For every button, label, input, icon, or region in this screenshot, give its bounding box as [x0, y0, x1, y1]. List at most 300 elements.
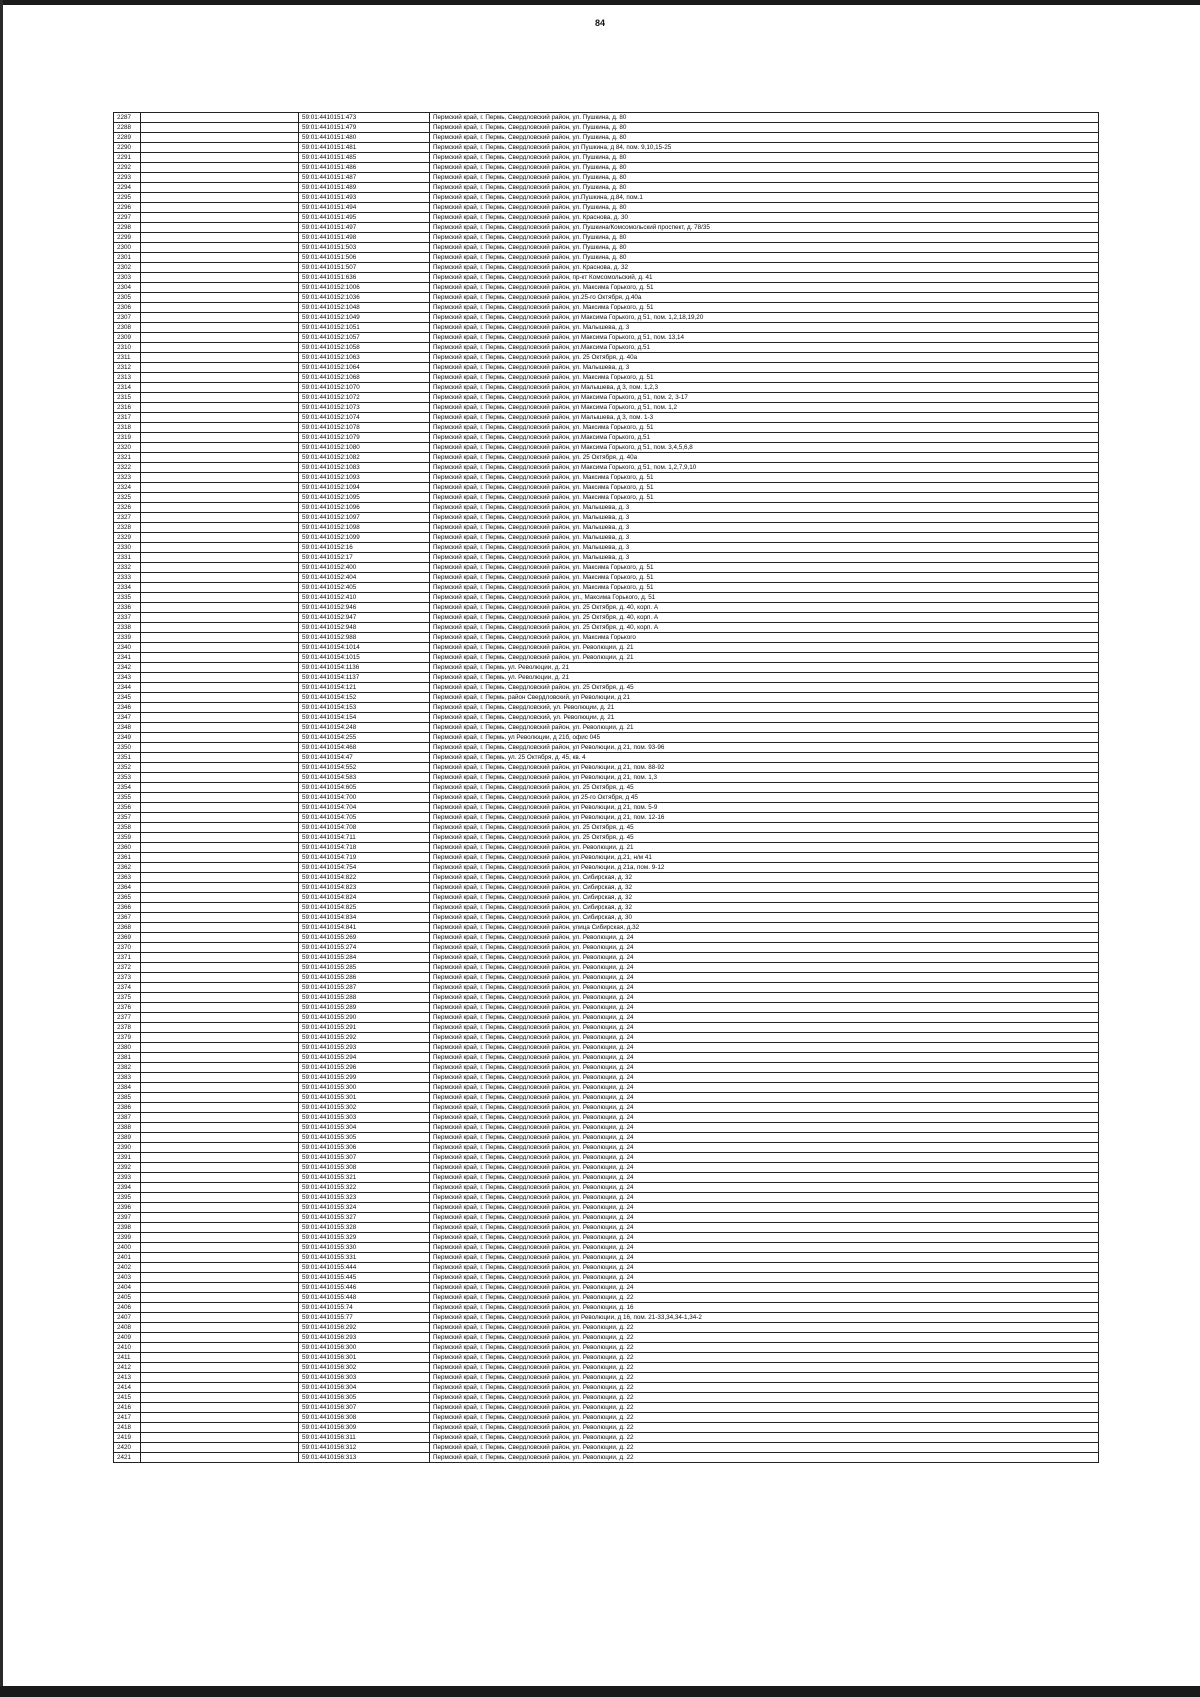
row-number-cell: 2346	[114, 703, 141, 713]
table-row	[114, 1273, 1099, 1283]
table-row	[114, 713, 1099, 723]
table-row	[114, 833, 1099, 843]
empty-cell	[141, 473, 299, 483]
row-number-cell: 2327	[114, 513, 141, 523]
cadastral-number-cell: 59:01:4410155:331	[299, 1253, 430, 1263]
cadastral-number-cell: 59:01:4410152:1080	[299, 443, 430, 453]
table-row	[114, 163, 1099, 173]
row-number-cell: 2363	[114, 873, 141, 883]
address-cell: Пермский край, г. Пермь, Свердловский район, ул. Максима Горького, д. 51	[430, 373, 1099, 383]
row-number-cell: 2393	[114, 1173, 141, 1183]
row-number-cell: 2321	[114, 453, 141, 463]
cadastral-number-cell: 59:01:4410154:153	[299, 703, 430, 713]
empty-cell	[141, 333, 299, 343]
cadastral-number-cell: 59:01:4410152:1064	[299, 363, 430, 373]
row-number-cell: 2294	[114, 183, 141, 193]
table-row	[114, 1163, 1099, 1173]
table-row	[114, 193, 1099, 203]
table-row	[114, 903, 1099, 913]
empty-cell	[141, 1263, 299, 1273]
row-number-cell: 2412	[114, 1363, 141, 1373]
address-cell: Пермский край, г. Пермь, Свердловский район, ул. Пушкина, д. 80	[430, 183, 1099, 193]
cadastral-number-cell: 59:01:4410155:323	[299, 1193, 430, 1203]
table-row	[114, 953, 1099, 963]
empty-cell	[141, 513, 299, 523]
cadastral-number-cell: 59:01:4410155:288	[299, 993, 430, 1003]
table-row	[114, 943, 1099, 953]
cadastral-number-cell: 59:01:4410151:473	[299, 113, 430, 123]
address-cell: Пермский край, г. Пермь, Свердловский район, ул. Революции, д. 22	[430, 1373, 1099, 1383]
address-cell: Пермский край, г. Пермь, Свердловский район, улица Сибирская, д.32	[430, 923, 1099, 933]
address-cell: Пермский край, г. Пермь, Свердловский район, ул. Революции, д. 24	[430, 1173, 1099, 1183]
cadastral-number-cell: 59:01:4410151:507	[299, 263, 430, 273]
table-row	[114, 353, 1099, 363]
cadastral-number-cell: 59:01:4410151:493	[299, 193, 430, 203]
row-number-cell: 2408	[114, 1323, 141, 1333]
address-cell: Пермский край, г. Пермь, Свердловский район, ул. Революции, д. 22	[430, 1323, 1099, 1333]
cadastral-number-cell: 59:01:4410151:479	[299, 123, 430, 133]
table-row	[114, 1383, 1099, 1393]
address-cell: Пермский край, г. Пермь, Свердловский район, ул. Революции, д. 24	[430, 1183, 1099, 1193]
address-cell: Пермский край, г. Пермь, Свердловский район, ул., Максима Горького, д. 51	[430, 593, 1099, 603]
address-cell: Пермский край, г. Пермь, Свердловский район, ул.25-го Октября, д.40а	[430, 293, 1099, 303]
address-cell: Пермский край, г. Пермь, ул. Революции, д. 21	[430, 673, 1099, 683]
empty-cell	[141, 1083, 299, 1093]
cadastral-number-cell: 59:01:4410152:1070	[299, 383, 430, 393]
row-number-cell: 2344	[114, 683, 141, 693]
empty-cell	[141, 133, 299, 143]
row-number-cell: 2372	[114, 963, 141, 973]
empty-cell	[141, 1063, 299, 1073]
address-cell: Пермский край, г. Пермь, Свердловский район, ул. Революции, д. 24	[430, 1063, 1099, 1073]
cadastral-number-cell: 59:01:4410151:636	[299, 273, 430, 283]
row-number-cell: 2292	[114, 163, 141, 173]
address-cell: Пермский край, г. Пермь, Свердловский район, ул 25-го Октября, д 45	[430, 793, 1099, 803]
address-cell: Пермский край, г. Пермь, Свердловский район, ул. Революции, д. 22	[430, 1363, 1099, 1373]
row-number-cell: 2355	[114, 793, 141, 803]
address-cell: Пермский край, г. Пермь, Свердловский район, ул. 25 Октября, д. 45	[430, 823, 1099, 833]
table-row	[114, 783, 1099, 793]
empty-cell	[141, 1363, 299, 1373]
cadastral-number-cell: 59:01:4410155:300	[299, 1083, 430, 1093]
address-cell: Пермский край, г. Пермь, Свердловский район, ул. Революции, д. 24	[430, 1253, 1099, 1263]
row-number-cell: 2312	[114, 363, 141, 373]
empty-cell	[141, 643, 299, 653]
row-number-cell: 2390	[114, 1143, 141, 1153]
address-cell: Пермский край, г. Пермь, Свердловский район, ул Максима Горького, д 51, пом. 13,14	[430, 333, 1099, 343]
row-number-cell: 2333	[114, 573, 141, 583]
empty-cell	[141, 213, 299, 223]
table-row	[114, 1353, 1099, 1363]
cadastral-number-cell: 59:01:4410156:305	[299, 1393, 430, 1403]
table-row	[114, 1083, 1099, 1093]
cadastral-number-cell: 59:01:4410155:269	[299, 933, 430, 943]
address-cell: Пермский край, г. Пермь, Свердловский район, ул. Максима Горького, д. 51	[430, 573, 1099, 583]
row-number-cell: 2409	[114, 1333, 141, 1343]
address-cell: Пермский край, г. Пермь, Свердловский район, ул. 25 Октября, д. 40, корп. А	[430, 603, 1099, 613]
empty-cell	[141, 453, 299, 463]
table-row	[114, 753, 1099, 763]
row-number-cell: 2291	[114, 153, 141, 163]
empty-cell	[141, 1403, 299, 1413]
row-number-cell: 2420	[114, 1443, 141, 1453]
address-cell: Пермский край, г. Пермь, Свердловский район, ул. Революции, д. 24	[430, 993, 1099, 1003]
address-cell: Пермский край, г. Пермь, Свердловский район, ул. Революции, д. 24	[430, 1073, 1099, 1083]
address-cell: Пермский край, г. Пермь, Свердловский район, ул Революции, д 21, пом. 5-9	[430, 803, 1099, 813]
cadastral-number-cell: 59:01:4410155:308	[299, 1163, 430, 1173]
table-row	[114, 553, 1099, 563]
empty-cell	[141, 493, 299, 503]
table-row	[114, 583, 1099, 593]
empty-cell	[141, 363, 299, 373]
empty-cell	[141, 283, 299, 293]
empty-cell	[141, 1413, 299, 1423]
row-number-cell: 2306	[114, 303, 141, 313]
address-cell: Пермский край, г. Пермь, Свердловский район, ул. Революции, д. 24	[430, 1263, 1099, 1273]
address-cell: Пермский край, г. Пермь, Свердловский район, ул. Пушкина, д. 80	[430, 153, 1099, 163]
row-number-cell: 2293	[114, 173, 141, 183]
table-row	[114, 883, 1099, 893]
cadastral-number-cell: 59:01:4410154:822	[299, 873, 430, 883]
empty-cell	[141, 1453, 299, 1463]
table-row	[114, 433, 1099, 443]
table-row	[114, 1043, 1099, 1053]
address-cell: Пермский край, г. Пермь, Свердловский район, ул. Максима Горького, д. 51	[430, 423, 1099, 433]
cadastral-number-cell: 59:01:4410155:285	[299, 963, 430, 973]
empty-cell	[141, 713, 299, 723]
cadastral-number-cell: 59:01:4410152:1097	[299, 513, 430, 523]
address-cell: Пермский край, г. Пермь, Свердловский район, ул. Революции, д. 24	[430, 1023, 1099, 1033]
address-cell: Пермский край, г. Пермь, ул Революции, д 21б, офис 045	[430, 733, 1099, 743]
row-number-cell: 2332	[114, 563, 141, 573]
empty-cell	[141, 583, 299, 593]
row-number-cell: 2303	[114, 273, 141, 283]
empty-cell	[141, 1223, 299, 1233]
row-number-cell: 2364	[114, 883, 141, 893]
address-cell: Пермский край, г. Пермь, Свердловский район, ул.Максима Горького, д.51	[430, 343, 1099, 353]
row-number-cell: 2360	[114, 843, 141, 853]
address-cell: Пермский край, г. Пермь, Свердловский район, ул. Сибирская, д. 32	[430, 903, 1099, 913]
cadastral-number-cell: 59:01:4410152:17	[299, 553, 430, 563]
cadastral-number-cell: 59:01:4410155:322	[299, 1183, 430, 1193]
cadastral-number-cell: 59:01:4410154:824	[299, 893, 430, 903]
empty-cell	[141, 1213, 299, 1223]
row-number-cell: 2331	[114, 553, 141, 563]
empty-cell	[141, 1443, 299, 1453]
row-number-cell: 2330	[114, 543, 141, 553]
cadastral-number-cell: 59:01:4410155:291	[299, 1023, 430, 1033]
empty-cell	[141, 1153, 299, 1163]
cadastral-number-cell: 59:01:4410154:705	[299, 813, 430, 823]
row-number-cell: 2401	[114, 1253, 141, 1263]
address-cell: Пермский край, г. Пермь, Свердловский район, ул. 25 Октября, д. 45	[430, 783, 1099, 793]
address-cell: Пермский край, г. Пермь, Свердловский район, ул. Революции, д. 24	[430, 953, 1099, 963]
table-row	[114, 1403, 1099, 1413]
cadastral-number-cell: 59:01:4410152:405	[299, 583, 430, 593]
cadastral-number-cell: 59:01:4410152:1083	[299, 463, 430, 473]
row-number-cell: 2300	[114, 243, 141, 253]
empty-cell	[141, 1353, 299, 1363]
row-number-cell: 2324	[114, 483, 141, 493]
row-number-cell: 2402	[114, 1263, 141, 1273]
row-number-cell: 2419	[114, 1433, 141, 1443]
cadastral-number-cell: 59:01:4410152:410	[299, 593, 430, 603]
empty-cell	[141, 293, 299, 303]
cadastral-number-cell: 59:01:4410154:47	[299, 753, 430, 763]
address-cell: Пермский край, г. Пермь, Свердловский район, ул. Сибирская, д. 32	[430, 883, 1099, 893]
cadastral-number-cell: 59:01:4410151:503	[299, 243, 430, 253]
empty-cell	[141, 1163, 299, 1173]
table-row	[114, 1233, 1099, 1243]
table-row	[114, 1183, 1099, 1193]
empty-cell	[141, 803, 299, 813]
empty-cell	[141, 983, 299, 993]
cadastral-number-cell: 59:01:4410156:307	[299, 1403, 430, 1413]
empty-cell	[141, 1293, 299, 1303]
empty-cell	[141, 1103, 299, 1113]
cadastral-number-cell: 59:01:4410154:708	[299, 823, 430, 833]
cadastral-number-cell: 59:01:4410151:485	[299, 153, 430, 163]
row-number-cell: 2320	[114, 443, 141, 453]
row-number-cell: 2397	[114, 1213, 141, 1223]
row-number-cell: 2326	[114, 503, 141, 513]
cadastral-number-cell: 59:01:4410155:330	[299, 1243, 430, 1253]
cadastral-number-cell: 59:01:4410152:1074	[299, 413, 430, 423]
address-cell: Пермский край, г. Пермь, Свердловский район, ул Революции, д 21а, пом. 9-12	[430, 863, 1099, 873]
table-row	[114, 933, 1099, 943]
address-cell: Пермский край, г. Пермь, район Свердловский, ул Революции, д 21	[430, 693, 1099, 703]
empty-cell	[141, 1013, 299, 1023]
row-number-cell: 2396	[114, 1203, 141, 1213]
table-row	[114, 623, 1099, 633]
address-cell: Пермский край, г. Пермь, Свердловский район, ул. Революции, д. 22	[430, 1423, 1099, 1433]
table-row	[114, 1333, 1099, 1343]
empty-cell	[141, 573, 299, 583]
address-cell: Пермский край, г. Пермь, Свердловский район, ул. Революции, д. 24	[430, 1143, 1099, 1153]
empty-cell	[141, 773, 299, 783]
table-row	[114, 1363, 1099, 1373]
table-row	[114, 1453, 1099, 1463]
row-number-cell: 2350	[114, 743, 141, 753]
empty-cell	[141, 343, 299, 353]
empty-cell	[141, 563, 299, 573]
table-row	[114, 213, 1099, 223]
cadastral-number-cell: 59:01:4410155:446	[299, 1283, 430, 1293]
address-cell: Пермский край, г. Пермь, Свердловский район, ул. 25 Октября, д. 45	[430, 683, 1099, 693]
empty-cell	[141, 1043, 299, 1053]
empty-cell	[141, 1373, 299, 1383]
row-number-cell: 2288	[114, 123, 141, 133]
table-row	[114, 463, 1099, 473]
table-row	[114, 1343, 1099, 1353]
empty-cell	[141, 1393, 299, 1403]
row-number-cell: 2388	[114, 1123, 141, 1133]
cadastral-number-cell: 59:01:4410152:1063	[299, 353, 430, 363]
cadastral-number-cell: 59:01:4410152:1095	[299, 493, 430, 503]
row-number-cell: 2340	[114, 643, 141, 653]
row-number-cell: 2336	[114, 603, 141, 613]
table-row	[114, 403, 1099, 413]
table-row	[114, 383, 1099, 393]
row-number-cell: 2391	[114, 1153, 141, 1163]
empty-cell	[141, 1433, 299, 1443]
empty-cell	[141, 1023, 299, 1033]
cadastral-number-cell: 59:01:4410155:274	[299, 943, 430, 953]
table-row	[114, 1413, 1099, 1423]
cadastral-number-cell: 59:01:4410152:400	[299, 563, 430, 573]
table-row	[114, 113, 1099, 123]
table-row	[114, 823, 1099, 833]
address-cell: Пермский край, г. Пермь, Свердловский район, ул. Малышева, д. 3	[430, 553, 1099, 563]
address-cell: Пермский край, г. Пермь, Свердловский район, ул. Малышева, д. 3	[430, 503, 1099, 513]
table-row	[114, 313, 1099, 323]
cadastral-number-cell: 59:01:4410154:1015	[299, 653, 430, 663]
row-number-cell: 2395	[114, 1193, 141, 1203]
address-cell: Пермский край, г. Пермь, Свердловский район, ул. Малышева, д. 3	[430, 323, 1099, 333]
empty-cell	[141, 913, 299, 923]
address-cell: Пермский край, г. Пермь, Свердловский район, ул. Революции, д. 24	[430, 1213, 1099, 1223]
row-number-cell: 2414	[114, 1383, 141, 1393]
cadastral-number-cell: 59:01:4410152:948	[299, 623, 430, 633]
cadastral-number-cell: 59:01:4410154:754	[299, 863, 430, 873]
cadastral-number-cell: 59:01:4410152:1068	[299, 373, 430, 383]
table-row	[114, 1243, 1099, 1253]
row-number-cell: 2305	[114, 293, 141, 303]
row-number-cell: 2338	[114, 623, 141, 633]
row-number-cell: 2354	[114, 783, 141, 793]
cadastral-number-cell: 59:01:4410151:486	[299, 163, 430, 173]
cadastral-number-cell: 59:01:4410152:1058	[299, 343, 430, 353]
row-number-cell: 2382	[114, 1063, 141, 1073]
row-number-cell: 2307	[114, 313, 141, 323]
table-row	[114, 233, 1099, 243]
table-row	[114, 503, 1099, 513]
table-row	[114, 1093, 1099, 1103]
cadastral-number-cell: 59:01:4410154:152	[299, 693, 430, 703]
address-cell: Пермский край, г. Пермь, Свердловский район, ул. Максима Горького, д. 51	[430, 583, 1099, 593]
row-number-cell: 2385	[114, 1093, 141, 1103]
empty-cell	[141, 1073, 299, 1083]
row-number-cell: 2400	[114, 1243, 141, 1253]
row-number-cell: 2356	[114, 803, 141, 813]
cadastral-number-cell: 59:01:4410155:321	[299, 1173, 430, 1183]
cadastral-number-cell: 59:01:4410154:825	[299, 903, 430, 913]
row-number-cell: 2298	[114, 223, 141, 233]
empty-cell	[141, 143, 299, 153]
address-cell: Пермский край, г. Пермь, Свердловский район, ул. Революции, д. 24	[430, 1193, 1099, 1203]
cadastral-number-cell: 59:01:4410151:497	[299, 223, 430, 233]
address-cell: Пермский край, г. Пермь, Свердловский район, ул. Максима Горького	[430, 633, 1099, 643]
row-number-cell: 2417	[114, 1413, 141, 1423]
cadastral-number-cell: 59:01:4410155:74	[299, 1303, 430, 1313]
empty-cell	[141, 633, 299, 643]
empty-cell	[141, 603, 299, 613]
address-cell: Пермский край, г. Пермь, Свердловский район, ул. Пушкина, д. 80	[430, 163, 1099, 173]
address-cell: Пермский край, г. Пермь, Свердловский район, ул. Революции, д. 24	[430, 1093, 1099, 1103]
empty-cell	[141, 353, 299, 363]
empty-cell	[141, 623, 299, 633]
table-row	[114, 1293, 1099, 1303]
row-number-cell: 2316	[114, 403, 141, 413]
scan-border-left	[0, 0, 3, 1697]
empty-cell	[141, 1333, 299, 1343]
address-cell: Пермский край, г. Пермь, Свердловский район, ул. Революции, д. 24	[430, 983, 1099, 993]
address-cell: Пермский край, г. Пермь, Свердловский район, ул. Революции, д. 24	[430, 1113, 1099, 1123]
table-row	[114, 703, 1099, 713]
table-row	[114, 1203, 1099, 1213]
table-row	[114, 1193, 1099, 1203]
table-row	[114, 473, 1099, 483]
cadastral-number-cell: 59:01:4410155:329	[299, 1233, 430, 1243]
address-cell: Пермский край, г. Пермь, Свердловский район, ул. Пушкина, д. 80	[430, 113, 1099, 123]
address-cell: Пермский край, г. Пермь, Свердловский район, ул Пушкина, д 84, пом. 9,10,15-25	[430, 143, 1099, 153]
cadastral-number-cell: 59:01:4410155:287	[299, 983, 430, 993]
cadastral-number-cell: 59:01:4410152:1099	[299, 533, 430, 543]
cadastral-number-cell: 59:01:4410152:947	[299, 613, 430, 623]
address-cell: Пермский край, г. Пермь, Свердловский район, ул. Революции, д. 22	[430, 1343, 1099, 1353]
row-number-cell: 2311	[114, 353, 141, 363]
table-row	[114, 563, 1099, 573]
row-number-cell: 2374	[114, 983, 141, 993]
row-number-cell: 2407	[114, 1313, 141, 1323]
row-number-cell: 2375	[114, 993, 141, 1003]
empty-cell	[141, 1143, 299, 1153]
cadastral-number-cell: 59:01:4410155:302	[299, 1103, 430, 1113]
address-cell: Пермский край, г. Пермь, Свердловский район, ул. Революции, д. 21	[430, 653, 1099, 663]
table-row	[114, 183, 1099, 193]
address-cell: Пермский край, г. Пермь, Свердловский район, ул. Революции, д. 24	[430, 1033, 1099, 1043]
table-row	[114, 693, 1099, 703]
address-cell: Пермский край, г. Пермь, Свердловский район, ул. Революции, д. 24	[430, 1123, 1099, 1133]
empty-cell	[141, 183, 299, 193]
table-row	[114, 1393, 1099, 1403]
empty-cell	[141, 903, 299, 913]
table-row	[114, 923, 1099, 933]
table-row	[114, 863, 1099, 873]
empty-cell	[141, 883, 299, 893]
cadastral-number-cell: 59:01:4410154:718	[299, 843, 430, 853]
row-number-cell: 2319	[114, 433, 141, 443]
empty-cell	[141, 153, 299, 163]
empty-cell	[141, 193, 299, 203]
address-cell: Пермский край, г. Пермь, Свердловский район, ул. Революции, д. 24	[430, 963, 1099, 973]
table-row	[114, 983, 1099, 993]
table-row	[114, 453, 1099, 463]
address-cell: Пермский край, г. Пермь, Свердловский район, ул. Революции, д. 24	[430, 1083, 1099, 1093]
address-cell: Пермский край, г. Пермь, Свердловский район, ул. 25 Октября, д. 40а	[430, 353, 1099, 363]
row-number-cell: 2387	[114, 1113, 141, 1123]
table-row	[114, 1263, 1099, 1273]
cadastral-number-cell: 59:01:4410155:296	[299, 1063, 430, 1073]
empty-cell	[141, 963, 299, 973]
table-row	[114, 1073, 1099, 1083]
empty-cell	[141, 853, 299, 863]
cadastral-number-cell: 59:01:4410155:306	[299, 1143, 430, 1153]
row-number-cell: 2353	[114, 773, 141, 783]
cadastral-number-cell: 59:01:4410151:487	[299, 173, 430, 183]
cadastral-number-cell: 59:01:4410155:77	[299, 1313, 430, 1323]
cadastral-number-cell: 59:01:4410151:494	[299, 203, 430, 213]
address-cell: Пермский край, г. Пермь, Свердловский район, ул. Революции, д. 22	[430, 1293, 1099, 1303]
row-number-cell: 2370	[114, 943, 141, 953]
cadastral-number-cell: 59:01:4410154:1014	[299, 643, 430, 653]
row-number-cell: 2362	[114, 863, 141, 873]
row-number-cell: 2295	[114, 193, 141, 203]
empty-cell	[141, 523, 299, 533]
cadastral-number-cell: 59:01:4410156:293	[299, 1333, 430, 1343]
row-number-cell: 2334	[114, 583, 141, 593]
table-row	[114, 743, 1099, 753]
